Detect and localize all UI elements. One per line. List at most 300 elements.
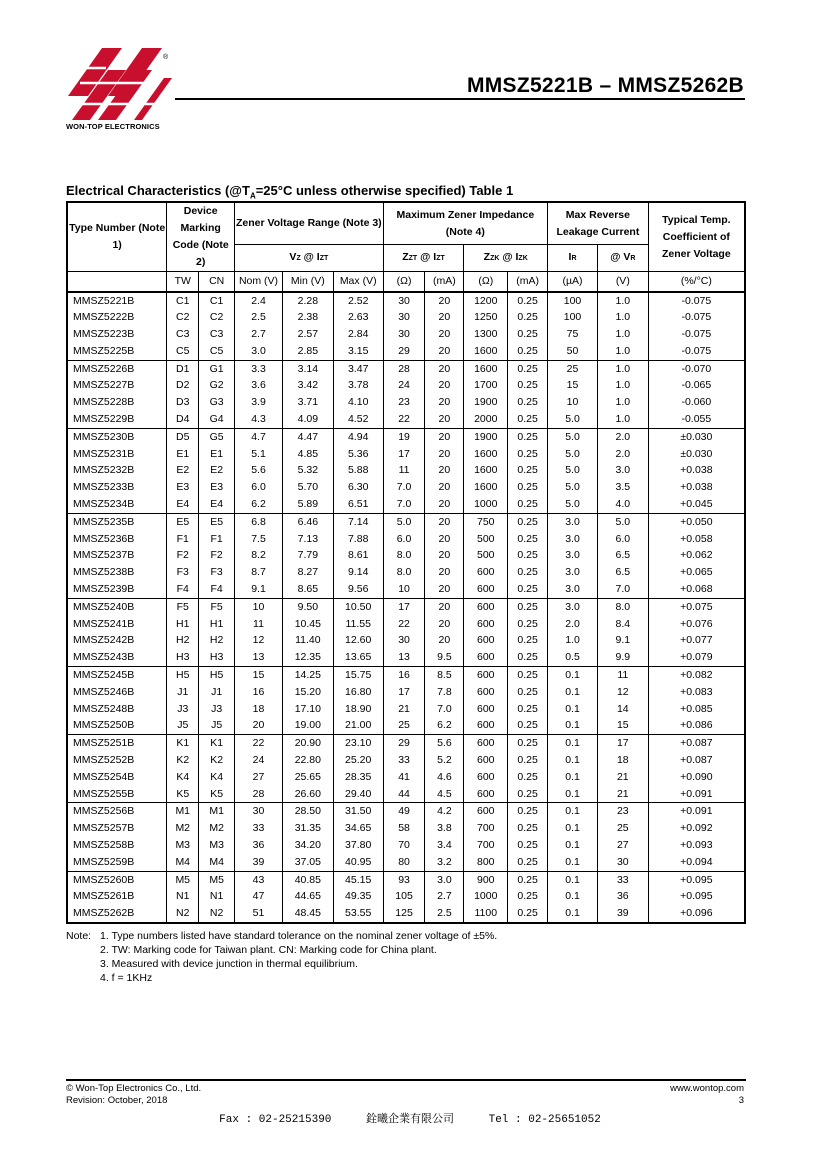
- table-cell: +0.038: [648, 479, 745, 496]
- table-cell: E5: [199, 513, 235, 530]
- table-cell: 700: [464, 837, 508, 854]
- table-cell: 20: [425, 462, 464, 479]
- table-cell: 0.25: [508, 786, 548, 803]
- table-cell: 0.25: [508, 717, 548, 734]
- type-number-cell: MMSZ5260B: [67, 871, 167, 888]
- type-number-cell: MMSZ5254B: [67, 769, 167, 786]
- table-cell: 36: [235, 837, 283, 854]
- table-cell: 34.20: [282, 837, 333, 854]
- table-cell: 2.85: [282, 343, 333, 360]
- table-cell: G5: [199, 428, 235, 445]
- table-row: [67, 531, 745, 548]
- table-cell: 7.79: [282, 547, 333, 564]
- table-row: [67, 786, 745, 803]
- table-cell: 33: [235, 820, 283, 837]
- unit-header: (V): [597, 272, 648, 292]
- table-cell: 0.1: [548, 667, 598, 684]
- table-cell: 3.3: [235, 360, 283, 377]
- table-cell: 5.0: [548, 462, 598, 479]
- type-number-cell: MMSZ5241B: [67, 616, 167, 633]
- table-cell: 3.4: [425, 837, 464, 854]
- table-cell: F5: [199, 598, 235, 615]
- table-cell: G1: [199, 360, 235, 377]
- table-cell: 10.50: [333, 598, 383, 615]
- table-cell: 0.25: [508, 649, 548, 666]
- table-cell: 20: [425, 343, 464, 360]
- table-cell: 500: [464, 547, 508, 564]
- table-cell: 6.5: [597, 564, 648, 581]
- table-cell: 1.0: [548, 632, 598, 649]
- table-cell: 0.25: [508, 888, 548, 905]
- table-cell: 48.45: [282, 905, 333, 923]
- table-cell: 3.0: [548, 531, 598, 548]
- table-cell: 0.25: [508, 496, 548, 513]
- table-cell: C2: [199, 309, 235, 326]
- table-row: [67, 616, 745, 633]
- table-cell: 11: [235, 616, 283, 633]
- table-row: [67, 394, 745, 411]
- table-cell: 8.0: [383, 564, 425, 581]
- table-cell: 15: [548, 377, 598, 394]
- table-row: [67, 446, 745, 463]
- type-number-cell: MMSZ5238B: [67, 564, 167, 581]
- table-cell: 1.0: [597, 394, 648, 411]
- table-cell: 125: [383, 905, 425, 923]
- table-cell: 30: [383, 632, 425, 649]
- table-cell: +0.068: [648, 581, 745, 598]
- table-cell: 20: [235, 717, 283, 734]
- table-cell: F3: [199, 564, 235, 581]
- table-cell: G4: [199, 411, 235, 428]
- table-cell: 10: [235, 598, 283, 615]
- table-cell: 1900: [464, 428, 508, 445]
- table-cell: 0.25: [508, 547, 548, 564]
- table-cell: -0.065: [648, 377, 745, 394]
- unit-header: (mA): [425, 272, 464, 292]
- table-cell: 36: [597, 888, 648, 905]
- table-cell: 1900: [464, 394, 508, 411]
- table-row: [67, 667, 745, 684]
- table-cell: 17: [383, 598, 425, 615]
- table-cell: 6.2: [425, 717, 464, 734]
- table-cell: 4.2: [425, 803, 464, 820]
- table-cell: E2: [199, 462, 235, 479]
- table-cell: 6.30: [333, 479, 383, 496]
- type-number-cell: MMSZ5231B: [67, 446, 167, 463]
- table-row: [67, 309, 745, 326]
- table-cell: 25.20: [333, 752, 383, 769]
- table-cell: 6.2: [235, 496, 283, 513]
- type-number-cell: MMSZ5222B: [67, 309, 167, 326]
- table-cell: 7.5: [235, 531, 283, 548]
- table-cell: 0.25: [508, 377, 548, 394]
- table-cell: 16: [383, 667, 425, 684]
- table-cell: 5.0: [548, 496, 598, 513]
- type-number-cell: MMSZ5225B: [67, 343, 167, 360]
- table-row: [67, 871, 745, 888]
- table-cell: 20: [425, 496, 464, 513]
- table-cell: 30: [383, 326, 425, 343]
- unit-header: Max (V): [333, 272, 383, 292]
- table-cell: 10: [548, 394, 598, 411]
- table-cell: 0.25: [508, 411, 548, 428]
- table-cell: D4: [167, 411, 199, 428]
- table-cell: 0.25: [508, 513, 548, 530]
- copyright: © Won-Top Electronics Co., Ltd.: [66, 1083, 202, 1094]
- table-cell: 21: [597, 786, 648, 803]
- table-cell: 20: [425, 547, 464, 564]
- table-cell: 0.25: [508, 837, 548, 854]
- table-cell: D1: [167, 360, 199, 377]
- table-row: [67, 428, 745, 445]
- table-cell: 30: [383, 292, 425, 310]
- table-cell: +0.095: [648, 871, 745, 888]
- notes: [66, 929, 497, 985]
- note-1: 1. Type numbers listed have standard tolerance on the nominal zener voltage of ±5%.: [100, 930, 498, 942]
- table-cell: 0.25: [508, 667, 548, 684]
- table-cell: 5.2: [425, 752, 464, 769]
- type-number-cell: MMSZ5248B: [67, 701, 167, 718]
- table-row: [67, 735, 745, 752]
- table-cell: 51: [235, 905, 283, 923]
- table-cell: 9.1: [597, 632, 648, 649]
- table-cell: 4.85: [282, 446, 333, 463]
- table-cell: 53.55: [333, 905, 383, 923]
- table-cell: 45.15: [333, 871, 383, 888]
- table-cell: 1.0: [597, 360, 648, 377]
- table-cell: 5.0: [548, 428, 598, 445]
- table-cell: 11.40: [282, 632, 333, 649]
- table-cell: 2.84: [333, 326, 383, 343]
- table-cell: 3.6: [235, 377, 283, 394]
- table-cell: 600: [464, 581, 508, 598]
- table-cell: 13.65: [333, 649, 383, 666]
- type-number-cell: MMSZ5233B: [67, 479, 167, 496]
- table-cell: ±0.030: [648, 446, 745, 463]
- table-cell: 0.25: [508, 531, 548, 548]
- table-cell: K2: [167, 752, 199, 769]
- table-cell: 8.4: [597, 616, 648, 633]
- table-cell: +0.085: [648, 701, 745, 718]
- table-cell: M2: [199, 820, 235, 837]
- table-cell: 5.6: [425, 735, 464, 752]
- table-row: [67, 496, 745, 513]
- table-cell: J1: [199, 684, 235, 701]
- type-number-cell: MMSZ5256B: [67, 803, 167, 820]
- table-cell: 37.05: [282, 854, 333, 871]
- table-cell: 28.35: [333, 769, 383, 786]
- table-cell: 11.55: [333, 616, 383, 633]
- table-row: [67, 837, 745, 854]
- table-cell: 14: [597, 701, 648, 718]
- table-cell: M1: [199, 803, 235, 820]
- table-cell: 49.35: [333, 888, 383, 905]
- fax-stamp: [0, 1110, 820, 1126]
- header-zzt-at-izt: ZZT @ IZT: [383, 245, 464, 272]
- header-vz-at-izt: VZ @ IZT: [235, 245, 384, 272]
- table-cell: 600: [464, 769, 508, 786]
- table-row: [67, 462, 745, 479]
- table-cell: 1.0: [597, 309, 648, 326]
- table-cell: 41: [383, 769, 425, 786]
- table-cell: 15: [235, 667, 283, 684]
- type-number-cell: MMSZ5227B: [67, 377, 167, 394]
- header-zener-range: Zener Voltage Range (Note 3): [235, 202, 384, 245]
- table-cell: E1: [167, 446, 199, 463]
- table-cell: E5: [167, 513, 199, 530]
- table-row: [67, 632, 745, 649]
- table-cell: 30: [235, 803, 283, 820]
- table-cell: 20: [425, 360, 464, 377]
- unit-header: (mA): [508, 272, 548, 292]
- table-cell: G3: [199, 394, 235, 411]
- table-cell: 0.5: [548, 649, 598, 666]
- table-cell: 9.5: [425, 649, 464, 666]
- table-cell: 16.80: [333, 684, 383, 701]
- table-cell: 3.47: [333, 360, 383, 377]
- table-cell: 22: [383, 411, 425, 428]
- page-number: 3: [738, 1095, 744, 1106]
- fax-number: Fax : 02-25215390: [219, 1114, 332, 1126]
- table-cell: 500: [464, 531, 508, 548]
- table-cell: 750: [464, 513, 508, 530]
- type-number-cell: MMSZ5255B: [67, 786, 167, 803]
- table-cell: 20: [425, 377, 464, 394]
- unit-header: (Ω): [464, 272, 508, 292]
- table-cell: 30: [383, 309, 425, 326]
- table-cell: 18.90: [333, 701, 383, 718]
- table-cell: D3: [167, 394, 199, 411]
- table-cell: 22: [383, 616, 425, 633]
- table-cell: 0.25: [508, 735, 548, 752]
- table-cell: N1: [167, 888, 199, 905]
- table-cell: 29.40: [333, 786, 383, 803]
- table-cell: 21: [597, 769, 648, 786]
- table-cell: 3.0: [548, 564, 598, 581]
- table-cell: 0.1: [548, 752, 598, 769]
- table-cell: 3.0: [548, 581, 598, 598]
- table-row: [67, 684, 745, 701]
- table-cell: 0.25: [508, 292, 548, 310]
- table-cell: 3.0: [548, 598, 598, 615]
- table-cell: 0.1: [548, 701, 598, 718]
- table-cell: 70: [383, 837, 425, 854]
- table-cell: +0.093: [648, 837, 745, 854]
- table-cell: 7.13: [282, 531, 333, 548]
- table-cell: H3: [167, 649, 199, 666]
- table-cell: 5.0: [597, 513, 648, 530]
- table-cell: J3: [199, 701, 235, 718]
- table-cell: +0.079: [648, 649, 745, 666]
- table-row: [67, 377, 745, 394]
- table-cell: 25: [383, 717, 425, 734]
- website-link[interactable]: www.wontop.com: [670, 1083, 744, 1094]
- table-cell: 12: [235, 632, 283, 649]
- table-cell: 0.25: [508, 684, 548, 701]
- table-cell: +0.062: [648, 547, 745, 564]
- table-cell: 1600: [464, 446, 508, 463]
- table-cell: 1600: [464, 462, 508, 479]
- table-cell: +0.050: [648, 513, 745, 530]
- type-number-cell: MMSZ5246B: [67, 684, 167, 701]
- table-cell: 12: [597, 684, 648, 701]
- table-cell: 6.0: [383, 531, 425, 548]
- table-cell: 1.0: [597, 377, 648, 394]
- table-cell: -0.075: [648, 343, 745, 360]
- table-cell: 11: [597, 667, 648, 684]
- table-cell: 8.5: [425, 667, 464, 684]
- table-cell: 20.90: [282, 735, 333, 752]
- table-cell: 3.0: [235, 343, 283, 360]
- table-cell: +0.087: [648, 752, 745, 769]
- table-cell: 4.10: [333, 394, 383, 411]
- table-cell: 1.0: [597, 292, 648, 310]
- type-number-cell: MMSZ5232B: [67, 462, 167, 479]
- table-cell: 29: [383, 343, 425, 360]
- table-cell: 600: [464, 684, 508, 701]
- type-number-cell: MMSZ5236B: [67, 531, 167, 548]
- table-cell: 600: [464, 632, 508, 649]
- table-title-suffix: =25°C unless otherwise specified) Table 1: [255, 183, 514, 198]
- company-name: WON-TOP ELECTRONICS: [66, 122, 160, 131]
- table-cell: 20: [425, 632, 464, 649]
- table-cell: 0.25: [508, 854, 548, 871]
- table-row: [67, 820, 745, 837]
- table-cell: 4.47: [282, 428, 333, 445]
- table-cell: 7.0: [383, 496, 425, 513]
- table-cell: 5.0: [548, 479, 598, 496]
- header-zzk-at-izk: ZZK @ IZK: [464, 245, 548, 272]
- table-row: [67, 581, 745, 598]
- table-cell: 20: [425, 428, 464, 445]
- table-cell: 80: [383, 854, 425, 871]
- table-cell: J5: [199, 717, 235, 734]
- table-cell: 7.14: [333, 513, 383, 530]
- type-number-cell: MMSZ5262B: [67, 905, 167, 923]
- table-cell: 600: [464, 786, 508, 803]
- table-cell: 40.85: [282, 871, 333, 888]
- company-cn: 銓曦企業有限公司: [366, 1114, 454, 1126]
- table-cell: +0.086: [648, 717, 745, 734]
- table-cell: 5.70: [282, 479, 333, 496]
- table-cell: 2.63: [333, 309, 383, 326]
- table-cell: 49: [383, 803, 425, 820]
- table-cell: N2: [199, 905, 235, 923]
- table-cell: M1: [167, 803, 199, 820]
- page-title: MMSZ5221B – MMSZ5262B: [466, 74, 744, 97]
- table-cell: 0.25: [508, 343, 548, 360]
- table-cell: 22.80: [282, 752, 333, 769]
- unit-header-empty: [67, 272, 167, 292]
- table-cell: 2000: [464, 411, 508, 428]
- table-cell: +0.096: [648, 905, 745, 923]
- table-cell: 24: [235, 752, 283, 769]
- table-cell: 6.46: [282, 513, 333, 530]
- table-cell: 16: [235, 684, 283, 701]
- table-cell: 6.8: [235, 513, 283, 530]
- table-cell: +0.075: [648, 598, 745, 615]
- table-cell: 17: [597, 735, 648, 752]
- table-cell: J3: [167, 701, 199, 718]
- table-cell: 2.7: [235, 326, 283, 343]
- revision: Revision: October, 2018: [66, 1095, 168, 1106]
- table-cell: 1.0: [597, 343, 648, 360]
- table-cell: K2: [199, 752, 235, 769]
- table-cell: 0.25: [508, 769, 548, 786]
- table-row: [67, 649, 745, 666]
- table-cell: 5.0: [548, 446, 598, 463]
- table-cell: G2: [199, 377, 235, 394]
- table-cell: 2.28: [282, 292, 333, 310]
- footer-divider: [66, 1079, 746, 1081]
- table-cell: 39: [597, 905, 648, 923]
- table-cell: E3: [199, 479, 235, 496]
- table-row: [67, 564, 745, 581]
- table-cell: 44: [383, 786, 425, 803]
- table-cell: H1: [199, 616, 235, 633]
- registered-mark: ®: [163, 54, 169, 61]
- table-row: [67, 360, 745, 377]
- table-cell: 2.0: [597, 446, 648, 463]
- table-cell: +0.095: [648, 888, 745, 905]
- table-cell: 13: [235, 649, 283, 666]
- table-cell: +0.077: [648, 632, 745, 649]
- header-ir: IR: [548, 245, 598, 272]
- table-cell: 31.50: [333, 803, 383, 820]
- table-cell: K4: [167, 769, 199, 786]
- table-cell: 600: [464, 616, 508, 633]
- table-cell: 14.25: [282, 667, 333, 684]
- table-cell: 2.7: [425, 888, 464, 905]
- table-cell: 600: [464, 735, 508, 752]
- table-cell: 11: [383, 462, 425, 479]
- table-cell: 1250: [464, 309, 508, 326]
- table-cell: 1600: [464, 343, 508, 360]
- table-cell: C5: [167, 343, 199, 360]
- table-cell: 5.36: [333, 446, 383, 463]
- table-cell: +0.065: [648, 564, 745, 581]
- won-top-logo: [68, 48, 178, 120]
- table-cell: 4.3: [235, 411, 283, 428]
- table-cell: 1000: [464, 888, 508, 905]
- table-cell: 4.6: [425, 769, 464, 786]
- table-cell: 20: [425, 292, 464, 310]
- table-cell: 8.0: [383, 547, 425, 564]
- table-cell: 3.0: [548, 547, 598, 564]
- table-row: [67, 803, 745, 820]
- table-cell: 0.25: [508, 360, 548, 377]
- type-number-cell: MMSZ5239B: [67, 581, 167, 598]
- table-cell: 3.8: [425, 820, 464, 837]
- table-cell: 39: [235, 854, 283, 871]
- table-cell: 4.94: [333, 428, 383, 445]
- table-cell: D2: [167, 377, 199, 394]
- table-cell: 28: [235, 786, 283, 803]
- table-cell: 18: [235, 701, 283, 718]
- header-at-vr: @ VR: [597, 245, 648, 272]
- type-number-cell: MMSZ5237B: [67, 547, 167, 564]
- table-cell: +0.087: [648, 735, 745, 752]
- table-cell: 8.2: [235, 547, 283, 564]
- unit-header: (Ω): [383, 272, 425, 292]
- table-row: [67, 888, 745, 905]
- table-cell: M3: [199, 837, 235, 854]
- table-cell: +0.082: [648, 667, 745, 684]
- table-cell: 7.88: [333, 531, 383, 548]
- note-2: 2. TW: Marking code for Taiwan plant. CN: Marking code for China plant.: [100, 944, 437, 956]
- table-cell: 20: [425, 446, 464, 463]
- table-cell: 0.1: [548, 684, 598, 701]
